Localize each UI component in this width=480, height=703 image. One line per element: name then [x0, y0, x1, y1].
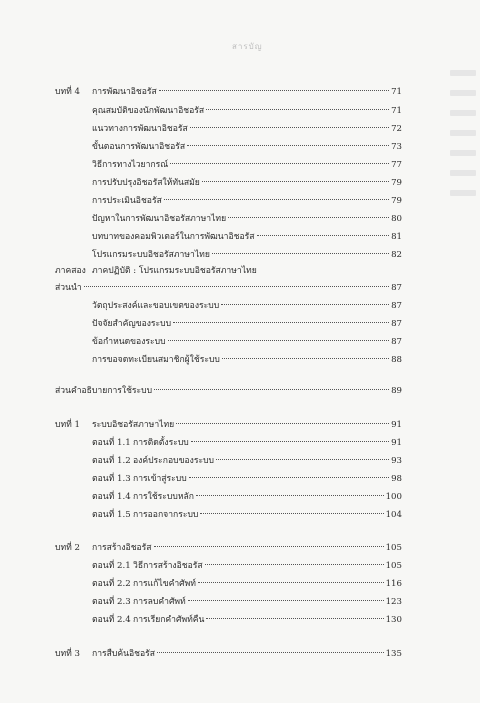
chapter-title: การสืบค้นอิชอรัส: [92, 649, 155, 659]
toc-entry[interactable]: [92, 105, 402, 118]
dot-leader: [176, 423, 389, 424]
page-header: สารบัญ: [232, 42, 263, 51]
dot-leader: [170, 163, 389, 164]
section-number: ตอนที่ 1.3: [92, 474, 131, 484]
toc-entry[interactable]: [92, 614, 402, 627]
page-number: 87: [391, 283, 402, 293]
toc-entry[interactable]: [92, 596, 402, 609]
page-number: 91: [391, 438, 402, 448]
dot-leader: [187, 145, 389, 146]
section-number: ตอนที่ 1.2: [92, 456, 131, 466]
dot-leader: [173, 322, 389, 323]
section-number: ตอนที่ 1.4: [92, 492, 131, 502]
dot-leader: [189, 477, 389, 478]
toc-entry[interactable]: [92, 123, 402, 136]
chapter-title: การพัฒนาอิชอรัส: [92, 87, 157, 97]
toc-entry[interactable]: [92, 578, 402, 591]
entry-title: ปัจจัยสำคัญของระบบ: [92, 319, 172, 329]
toc-entry[interactable]: [92, 231, 402, 244]
toc-chapter-entry[interactable]: [92, 648, 402, 661]
toc-entry[interactable]: [92, 195, 402, 208]
page-number: 71: [391, 87, 402, 97]
toc-chapter-entry[interactable]: [92, 542, 402, 555]
toc-entry[interactable]: [92, 509, 402, 522]
dot-leader: [221, 304, 389, 305]
toc-chapter-entry[interactable]: [92, 86, 402, 99]
page-number: 87: [391, 319, 402, 329]
entry-title: โปรแกรมระบบอิชอรัสภาษาไทย: [92, 250, 210, 260]
toc-entry[interactable]: [92, 213, 402, 226]
chapter-title: การสร้างอิชอรัส: [92, 543, 152, 553]
page-number: 79: [391, 178, 402, 188]
toc-entry[interactable]: [92, 437, 402, 450]
entry-title: การเรียกคำศัพท์คืน: [133, 615, 205, 625]
entry-title: บทบาทของคอมพิวเตอร์ในการพัฒนาอิชอรัส: [92, 232, 255, 242]
toc-entry[interactable]: [92, 354, 402, 367]
section-number: ตอนที่ 2.4: [92, 615, 131, 625]
chapter-label: บทที่ 2: [55, 543, 80, 553]
entry-title: การเข้าสู่ระบบ: [133, 474, 187, 484]
page-number: 93: [391, 456, 402, 466]
toc-usage-entry[interactable]: [55, 385, 402, 398]
intro-title: ส่วนนำ: [55, 283, 82, 293]
page-number: 87: [391, 301, 402, 311]
entry-title: การขอจดทะเบียนสมาชิกผู้ใช้ระบบ: [92, 355, 220, 365]
entry-title: การแก้ไขคำศัพท์: [133, 579, 196, 589]
page-number: 87: [391, 337, 402, 347]
entry-title: การประเมินอิชอรัส: [92, 196, 162, 206]
dot-leader: [157, 652, 384, 653]
entry-title: การติดตั้งระบบ: [133, 438, 189, 448]
entry-title: แนวทางการพัฒนาอิชอรัส: [92, 124, 188, 134]
chapter-title: ระบบอิชอรัสภาษาไทย: [92, 420, 175, 430]
page-number: 81: [391, 232, 402, 242]
section-number: ตอนที่ 1.1: [92, 438, 131, 448]
page-number: 116: [385, 579, 402, 589]
dot-leader: [159, 90, 389, 91]
page-number: 73: [391, 142, 402, 152]
toc-entry[interactable]: [92, 560, 402, 573]
section-number: ตอนที่ 1.5: [92, 510, 131, 520]
toc-entry[interactable]: [92, 318, 402, 331]
part-label: ภาคสอง: [55, 266, 86, 276]
chapter-label: บทที่ 3: [55, 649, 80, 659]
page-edge-marks: [450, 70, 476, 210]
page-number: 80: [391, 214, 402, 224]
dot-leader: [222, 358, 389, 359]
dot-leader: [154, 546, 384, 547]
page-number: 79: [391, 196, 402, 206]
part-title: ภาคปฏิบัติ : โปรแกรมระบบอิชอรัสภาษาไทย: [92, 266, 257, 276]
toc-entry[interactable]: [92, 491, 402, 504]
dot-leader: [188, 600, 384, 601]
dot-leader: [206, 109, 389, 110]
page-number: 123: [385, 597, 402, 607]
dot-leader: [190, 127, 389, 128]
entry-title: ข้อกำหนดของระบบ: [92, 337, 166, 347]
dot-leader: [168, 340, 390, 341]
toc-entry[interactable]: [92, 300, 402, 313]
entry-title: การลบคำศัพท์: [133, 597, 186, 607]
page-number: 72: [391, 124, 402, 134]
page-number: 91: [391, 420, 402, 430]
dot-leader: [216, 459, 389, 460]
page-number: 100: [385, 492, 402, 502]
entry-title: ขั้นตอนการพัฒนาอิชอรัส: [92, 142, 186, 152]
entry-title: องค์ประกอบของระบบ: [133, 456, 214, 466]
section-number: ตอนที่ 2.1: [92, 561, 131, 571]
dot-leader: [202, 181, 389, 182]
entry-title: วิธีการทางไวยากรณ์: [92, 160, 169, 170]
entry-title: การปรับปรุงอิชอรัสให้ทันสมัย: [92, 178, 200, 188]
page-number: 104: [385, 510, 402, 520]
dot-leader: [84, 286, 389, 287]
dot-leader: [164, 199, 389, 200]
section-number: ตอนที่ 2.2: [92, 579, 131, 589]
toc-chapter-entry[interactable]: [92, 419, 402, 432]
page-number: 88: [391, 355, 402, 365]
page-number: 89: [391, 386, 402, 396]
toc-intro-entry[interactable]: [55, 282, 402, 295]
entry-title: คุณสมบัติของนักพัฒนาอิชอรัส: [92, 106, 205, 116]
page-number: 105: [385, 543, 402, 553]
toc-entry[interactable]: [92, 336, 402, 349]
page-number: 135: [385, 649, 402, 659]
dot-leader: [206, 618, 383, 619]
dot-leader: [154, 389, 389, 390]
dot-leader: [228, 217, 389, 218]
entry-title: วิธีการสร้างอิชอรัส: [133, 561, 203, 571]
page-number: 98: [391, 474, 402, 484]
dot-leader: [198, 582, 384, 583]
toc-entry[interactable]: [92, 177, 402, 190]
chapter-label: บทที่ 4: [55, 87, 80, 97]
chapter-label: บทที่ 1: [55, 420, 80, 430]
page-number: 82: [391, 250, 402, 260]
page-number: 130: [385, 615, 402, 625]
entry-title: การใช้ระบบหลัก: [133, 492, 194, 502]
dot-leader: [191, 441, 389, 442]
dot-leader: [212, 253, 389, 254]
toc-entry[interactable]: [92, 455, 402, 468]
entry-title: วัตถุประสงค์และขอบเขตของระบบ: [92, 301, 220, 311]
page-number: 105: [385, 561, 402, 571]
entry-title: ปัญหาในการพัฒนาอิชอรัสภาษาไทย: [92, 214, 227, 224]
toc-entry[interactable]: [92, 141, 402, 154]
toc-entry[interactable]: [92, 249, 402, 262]
toc-entry[interactable]: [92, 159, 402, 172]
page-number: 71: [391, 106, 402, 116]
page-number: 77: [391, 160, 402, 170]
usage-title: ส่วนคำอธิบายการใช้ระบบ: [55, 386, 153, 396]
entry-title: การออกจากระบบ: [133, 510, 199, 520]
dot-leader: [257, 235, 390, 236]
dot-leader: [200, 513, 383, 514]
section-number: ตอนที่ 2.3: [92, 597, 131, 607]
toc-entry[interactable]: [92, 473, 402, 486]
dot-leader: [196, 495, 384, 496]
dot-leader: [205, 564, 384, 565]
